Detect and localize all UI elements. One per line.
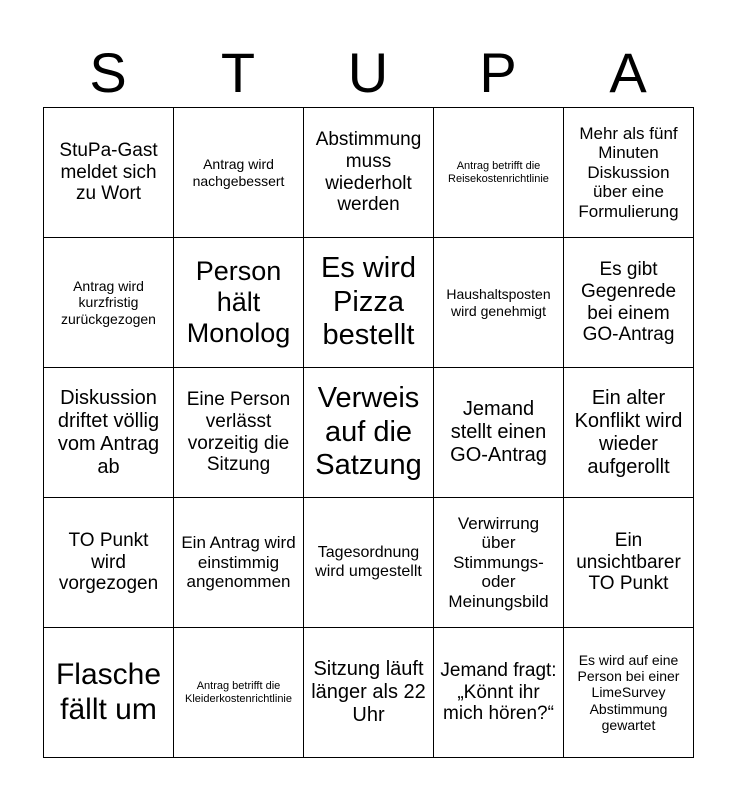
bingo-cell[interactable]: Mehr als fünf Minuten Diskussion über eine Formulierung <box>564 108 694 238</box>
bingo-cell[interactable]: Antrag wird nachgebessert <box>174 108 304 238</box>
bingo-cell[interactable]: Ein Antrag wird einstimmig angenommen <box>174 498 304 628</box>
bingo-cell[interactable]: Eine Person verlässt vorzeitig die Sitzung <box>174 368 304 498</box>
bingo-header <box>43 40 693 106</box>
grid-row-3 <box>44 368 694 498</box>
grid-row-1 <box>44 108 694 238</box>
bingo-cell[interactable]: Jemand fragt: „Könnt ihr mich hören?“ <box>434 628 564 758</box>
header-letter-u: U <box>347 41 389 104</box>
grid-row-5 <box>44 628 694 758</box>
bingo-cell[interactable]: Es gibt Gegenrede bei einem GO-Antrag <box>564 238 694 368</box>
bingo-cell[interactable]: Haushaltsposten wird genehmigt <box>434 238 564 368</box>
bingo-cell[interactable]: Ein alter Konflikt wird wieder aufgerollt <box>564 368 694 498</box>
header-letter-s: S <box>89 41 127 104</box>
grid-row-4 <box>44 498 694 628</box>
bingo-cell[interactable]: Person hält Monolog <box>174 238 304 368</box>
bingo-cell[interactable]: Antrag betrifft die Reisekostenrichtlinie <box>434 108 564 238</box>
grid-row-2 <box>44 238 694 368</box>
bingo-cell[interactable]: Abstimmung muss wiederholt werden <box>304 108 434 238</box>
bingo-cell[interactable]: Es wird Pizza bestellt <box>304 238 434 368</box>
bingo-cell[interactable]: Es wird auf eine Person bei einer LimeSurvey Abstimmung gewartet <box>564 628 694 758</box>
bingo-grid <box>43 107 694 758</box>
bingo-cell[interactable]: TO Punkt wird vorgezogen <box>44 498 174 628</box>
bingo-cell[interactable]: Flasche fällt um <box>44 628 174 758</box>
header-letter-p: P <box>479 41 517 104</box>
header-letter-a: A <box>609 41 647 104</box>
bingo-cell[interactable]: StuPa-Gast meldet sich zu Wort <box>44 108 174 238</box>
bingo-cell[interactable]: Diskussion driftet völlig vom Antrag ab <box>44 368 174 498</box>
bingo-cell[interactable]: Antrag betrifft die Kleiderkostenrichtlinie <box>174 628 304 758</box>
header-letter-t: T <box>220 41 256 104</box>
bingo-cell[interactable]: Sitzung läuft länger als 22 Uhr <box>304 628 434 758</box>
bingo-cell[interactable]: Tagesordnung wird umgestellt <box>304 498 434 628</box>
bingo-cell[interactable]: Jemand stellt einen GO-Antrag <box>434 368 564 498</box>
bingo-cell[interactable]: Ein unsichtbarer TO Punkt <box>564 498 694 628</box>
bingo-cell[interactable]: Verwirrung über Stimmungs- oder Meinungsbild <box>434 498 564 628</box>
bingo-cell[interactable]: Verweis auf die Satzung <box>304 368 434 498</box>
bingo-cell[interactable]: Antrag wird kurzfristig zurückgezogen <box>44 238 174 368</box>
